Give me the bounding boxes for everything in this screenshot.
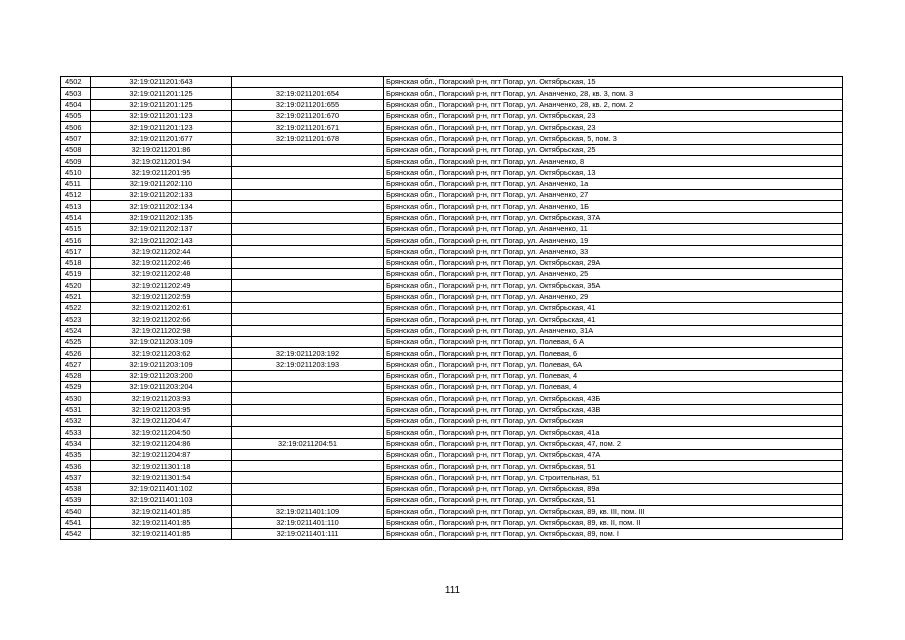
row-number-cell: 4525 xyxy=(61,336,91,347)
object-number-cell xyxy=(232,257,384,268)
cadastral-number-cell: 32:19:0211202:143 xyxy=(91,235,232,246)
table-row xyxy=(61,314,843,325)
address-cell: Брянская обл., Погарский р-н, пгт Погар, ул. Октябрьская, 15 xyxy=(384,77,843,88)
object-number-cell xyxy=(232,461,384,472)
address-cell: Брянская обл., Погарский р-н, пгт Погар, ул. Ананченко, 28, кв. 3, пом. 3 xyxy=(384,88,843,99)
address-cell: Брянская обл., Погарский р-н, пгт Погар, ул. Октябрьская, 23 xyxy=(384,110,843,121)
page-number: 111 xyxy=(444,585,461,596)
object-number-cell: 32:19:0211401:111 xyxy=(232,528,384,539)
row-number-cell: 4538 xyxy=(61,483,91,494)
table-row xyxy=(61,110,843,121)
object-number-cell xyxy=(232,280,384,291)
row-number-cell: 4504 xyxy=(61,99,91,110)
address-cell: Брянская обл., Погарский р-н, пгт Погар, ул. Октябрьская, 29А xyxy=(384,257,843,268)
row-number-cell: 4530 xyxy=(61,393,91,404)
address-cell: Брянская обл., Погарский р-н, пгт Погар, ул. Полевая, 6 xyxy=(384,348,843,359)
row-number-cell: 4502 xyxy=(61,77,91,88)
address-cell: Брянская обл., Погарский р-н, пгт Погар, ул. Октябрьская, 51 xyxy=(384,494,843,505)
table-row xyxy=(61,133,843,144)
row-number-cell: 4535 xyxy=(61,449,91,460)
row-number-cell: 4524 xyxy=(61,325,91,336)
object-number-cell xyxy=(232,415,384,426)
object-number-cell xyxy=(232,156,384,167)
address-cell: Брянская обл., Погарский р-н, пгт Погар, ул. Полевая, 6А xyxy=(384,359,843,370)
cadastral-number-cell: 32:19:0211203:93 xyxy=(91,393,232,404)
cadastral-number-cell: 32:19:0211202:137 xyxy=(91,223,232,234)
object-number-cell xyxy=(232,291,384,302)
address-cell: Брянская обл., Погарский р-н, пгт Погар, ул. Октябрьская, 13 xyxy=(384,167,843,178)
address-cell: Брянская обл., Погарский р-н, пгт Погар, ул. Ананченко, 27 xyxy=(384,189,843,200)
object-number-cell: 32:19:0211203:193 xyxy=(232,359,384,370)
object-number-cell: 32:19:0211201:671 xyxy=(232,122,384,133)
row-number-cell: 4508 xyxy=(61,144,91,155)
table-row xyxy=(61,223,843,234)
cadastral-number-cell: 32:19:0211401:103 xyxy=(91,494,232,505)
object-number-cell xyxy=(232,472,384,483)
address-cell: Брянская обл., Погарский р-н, пгт Погар, ул. Ананченко, 1Б xyxy=(384,201,843,212)
row-number-cell: 4542 xyxy=(61,528,91,539)
address-cell: Брянская обл., Погарский р-н, пгт Погар, ул. Октябрьская, 51 xyxy=(384,461,843,472)
address-cell: Брянская обл., Погарский р-н, пгт Погар, ул. Ананченко, 33 xyxy=(384,246,843,257)
cadastral-number-cell: 32:19:0211401:85 xyxy=(91,517,232,528)
row-number-cell: 4529 xyxy=(61,382,91,393)
table-row xyxy=(61,483,843,494)
table-row xyxy=(61,449,843,460)
row-number-cell: 4531 xyxy=(61,404,91,415)
address-cell: Брянская обл., Погарский р-н, пгт Погар, ул. Октябрьская, 43Б xyxy=(384,393,843,404)
table-row xyxy=(61,415,843,426)
cadastral-number-cell: 32:19:0211201:95 xyxy=(91,167,232,178)
table-row xyxy=(61,269,843,280)
object-number-cell xyxy=(232,449,384,460)
address-cell: Брянская обл., Погарский р-н, пгт Погар, ул. Октябрьская, 89а xyxy=(384,483,843,494)
row-number-cell: 4541 xyxy=(61,517,91,528)
row-number-cell: 4514 xyxy=(61,212,91,223)
table-row xyxy=(61,302,843,313)
object-number-cell xyxy=(232,404,384,415)
table-row xyxy=(61,494,843,505)
table-row xyxy=(61,77,843,88)
table-row xyxy=(61,438,843,449)
cadastral-number-cell: 32:19:0211202:48 xyxy=(91,269,232,280)
address-cell: Брянская обл., Погарский р-н, пгт Погар, ул. Октябрьская, 35А xyxy=(384,280,843,291)
row-number-cell: 4526 xyxy=(61,348,91,359)
object-number-cell xyxy=(232,167,384,178)
object-number-cell xyxy=(232,77,384,88)
row-number-cell: 4537 xyxy=(61,472,91,483)
row-number-cell: 4527 xyxy=(61,359,91,370)
cadastral-number-cell: 32:19:0211202:61 xyxy=(91,302,232,313)
cadastral-number-cell: 32:19:0211204:47 xyxy=(91,415,232,426)
row-number-cell: 4533 xyxy=(61,427,91,438)
cadastral-number-cell: 32:19:0211202:98 xyxy=(91,325,232,336)
cadastral-number-cell: 32:19:0211202:133 xyxy=(91,189,232,200)
table-row xyxy=(61,506,843,517)
cadastral-number-cell: 32:19:0211401:102 xyxy=(91,483,232,494)
object-number-cell xyxy=(232,144,384,155)
object-number-cell xyxy=(232,246,384,257)
address-cell: Брянская обл., Погарский р-н, пгт Погар, ул. Октябрьская, 47А xyxy=(384,449,843,460)
table-row xyxy=(61,291,843,302)
object-number-cell: 32:19:0211204:51 xyxy=(232,438,384,449)
cadastral-number-cell: 32:19:0211203:204 xyxy=(91,382,232,393)
row-number-cell: 4523 xyxy=(61,314,91,325)
address-cell: Брянская обл., Погарский р-н, пгт Погар, ул. Октябрьская, 25 xyxy=(384,144,843,155)
row-number-cell: 4540 xyxy=(61,506,91,517)
row-number-cell: 4519 xyxy=(61,269,91,280)
address-cell: Брянская обл., Погарский р-н, пгт Погар, ул. Октябрьская, 5, пом. 3 xyxy=(384,133,843,144)
cadastral-number-cell: 32:19:0211401:85 xyxy=(91,528,232,539)
table-row xyxy=(61,336,843,347)
row-number-cell: 4509 xyxy=(61,156,91,167)
object-number-cell: 32:19:0211203:192 xyxy=(232,348,384,359)
table-row xyxy=(61,201,843,212)
row-number-cell: 4513 xyxy=(61,201,91,212)
object-number-cell: 32:19:0211201:655 xyxy=(232,99,384,110)
object-number-cell: 32:19:0211401:110 xyxy=(232,517,384,528)
cadastral-number-cell: 32:19:0211203:95 xyxy=(91,404,232,415)
row-number-cell: 4534 xyxy=(61,438,91,449)
row-number-cell: 4536 xyxy=(61,461,91,472)
object-number-cell xyxy=(232,427,384,438)
cadastral-number-cell: 32:19:0211203:109 xyxy=(91,336,232,347)
cadastral-number-cell: 32:19:0211203:200 xyxy=(91,370,232,381)
cadastral-number-cell: 32:19:0211201:123 xyxy=(91,110,232,121)
object-number-cell xyxy=(232,370,384,381)
cadastral-number-cell: 32:19:0211201:125 xyxy=(91,99,232,110)
object-number-cell: 32:19:0211201:670 xyxy=(232,110,384,121)
cadastral-number-cell: 32:19:0211201:677 xyxy=(91,133,232,144)
row-number-cell: 4517 xyxy=(61,246,91,257)
address-cell: Брянская обл., Погарский р-н, пгт Погар, ул. Ананченко, 19 xyxy=(384,235,843,246)
table-row xyxy=(61,404,843,415)
address-cell: Брянская обл., Погарский р-н, пгт Погар, ул. Октябрьская, 41 xyxy=(384,314,843,325)
address-cell: Брянская обл., Погарский р-н, пгт Погар, ул. Ананченко, 8 xyxy=(384,156,843,167)
cadastral-number-cell: 32:19:0211204:86 xyxy=(91,438,232,449)
cadastral-number-cell: 32:19:0211201:123 xyxy=(91,122,232,133)
table-row xyxy=(61,517,843,528)
address-cell: Брянская обл., Погарский р-н, пгт Погар, ул. Ананченко, 31А xyxy=(384,325,843,336)
object-number-cell xyxy=(232,212,384,223)
cadastral-number-cell: 32:19:0211203:109 xyxy=(91,359,232,370)
table-row xyxy=(61,246,843,257)
row-number-cell: 4521 xyxy=(61,291,91,302)
table-row xyxy=(61,370,843,381)
object-number-cell: 32:19:0211201:678 xyxy=(232,133,384,144)
table-row xyxy=(61,359,843,370)
cadastral-number-cell: 32:19:0211202:49 xyxy=(91,280,232,291)
table-row xyxy=(61,348,843,359)
cadastral-number-cell: 32:19:0211202:46 xyxy=(91,257,232,268)
object-number-cell xyxy=(232,201,384,212)
table-row xyxy=(61,382,843,393)
address-cell: Брянская обл., Погарский р-н, пгт Погар, ул. Октябрьская, 89, кв. III, пом. III xyxy=(384,506,843,517)
table-row xyxy=(61,156,843,167)
address-cell: Брянская обл., Погарский р-н, пгт Погар, ул. Октябрьская, 89, кв. II, пом. II xyxy=(384,517,843,528)
address-cell: Брянская обл., Погарский р-н, пгт Погар, ул. Ананченко, 1а xyxy=(384,178,843,189)
cadastral-number-cell: 32:19:0211204:87 xyxy=(91,449,232,460)
table-body xyxy=(61,77,843,540)
object-number-cell xyxy=(232,314,384,325)
cadastral-number-cell: 32:19:0211201:643 xyxy=(91,77,232,88)
address-cell: Брянская обл., Погарский р-н, пгт Погар, ул. Строительная, 51 xyxy=(384,472,843,483)
row-number-cell: 4532 xyxy=(61,415,91,426)
cadastral-number-cell: 32:19:0211201:94 xyxy=(91,156,232,167)
object-number-cell xyxy=(232,223,384,234)
cadastral-table xyxy=(60,76,843,540)
address-cell: Брянская обл., Погарский р-н, пгт Погар, ул. Полевая, 6 А xyxy=(384,336,843,347)
table-row xyxy=(61,144,843,155)
row-number-cell: 4505 xyxy=(61,110,91,121)
row-number-cell: 4511 xyxy=(61,178,91,189)
cadastral-number-cell: 32:19:0211202:66 xyxy=(91,314,232,325)
object-number-cell xyxy=(232,178,384,189)
table-row xyxy=(61,122,843,133)
cadastral-number-cell: 32:19:0211202:59 xyxy=(91,291,232,302)
object-number-cell xyxy=(232,269,384,280)
address-cell: Брянская обл., Погарский р-н, пгт Погар, ул. Октябрьская, 37А xyxy=(384,212,843,223)
cadastral-number-cell: 32:19:0211301:18 xyxy=(91,461,232,472)
object-number-cell xyxy=(232,483,384,494)
address-cell: Брянская обл., Погарский р-н, пгт Погар, ул. Октябрьская, 47, пом. 2 xyxy=(384,438,843,449)
object-number-cell xyxy=(232,325,384,336)
address-cell: Брянская обл., Погарский р-н, пгт Погар, ул. Октябрьская xyxy=(384,415,843,426)
row-number-cell: 4516 xyxy=(61,235,91,246)
row-number-cell: 4518 xyxy=(61,257,91,268)
table-row xyxy=(61,189,843,200)
cadastral-number-cell: 32:19:0211301:54 xyxy=(91,472,232,483)
object-number-cell xyxy=(232,336,384,347)
address-cell: Брянская обл., Погарский р-н, пгт Погар, ул. Полевая, 4 xyxy=(384,370,843,381)
cadastral-number-cell: 32:19:0211202:44 xyxy=(91,246,232,257)
row-number-cell: 4522 xyxy=(61,302,91,313)
address-cell: Брянская обл., Погарский р-н, пгт Погар, ул. Октябрьская, 89, пом. I xyxy=(384,528,843,539)
table-row xyxy=(61,99,843,110)
cadastral-number-cell: 32:19:0211201:86 xyxy=(91,144,232,155)
object-number-cell: 32:19:0211401:109 xyxy=(232,506,384,517)
row-number-cell: 4528 xyxy=(61,370,91,381)
table-row xyxy=(61,472,843,483)
cadastral-number-cell: 32:19:0211202:110 xyxy=(91,178,232,189)
row-number-cell: 4539 xyxy=(61,494,91,505)
cadastral-number-cell: 32:19:0211203:62 xyxy=(91,348,232,359)
table-row xyxy=(61,88,843,99)
address-cell: Брянская обл., Погарский р-н, пгт Погар, ул. Октябрьская, 43В xyxy=(384,404,843,415)
object-number-cell xyxy=(232,235,384,246)
address-cell: Брянская обл., Погарский р-н, пгт Погар, ул. Октябрьская, 23 xyxy=(384,122,843,133)
address-cell: Брянская обл., Погарский р-н, пгт Погар, ул. Ананченко, 29 xyxy=(384,291,843,302)
object-number-cell xyxy=(232,494,384,505)
row-number-cell: 4520 xyxy=(61,280,91,291)
table-row xyxy=(61,528,843,539)
row-number-cell: 4512 xyxy=(61,189,91,200)
cadastral-number-cell: 32:19:0211401:85 xyxy=(91,506,232,517)
address-cell: Брянская обл., Погарский р-н, пгт Погар, ул. Октябрьская, 41а xyxy=(384,427,843,438)
cadastral-number-cell: 32:19:0211202:135 xyxy=(91,212,232,223)
table-row xyxy=(61,167,843,178)
table-row xyxy=(61,257,843,268)
cadastral-number-cell: 32:19:0211204:50 xyxy=(91,427,232,438)
address-cell: Брянская обл., Погарский р-н, пгт Погар, ул. Полевая, 4 xyxy=(384,382,843,393)
address-cell: Брянская обл., Погарский р-н, пгт Погар, ул. Ананченко, 28, кв. 2, пом. 2 xyxy=(384,99,843,110)
address-cell: Брянская обл., Погарский р-н, пгт Погар, ул. Ананченко, 11 xyxy=(384,223,843,234)
table-row xyxy=(61,325,843,336)
table-row xyxy=(61,280,843,291)
table-row xyxy=(61,393,843,404)
table-row xyxy=(61,212,843,223)
cadastral-number-cell: 32:19:0211201:125 xyxy=(91,88,232,99)
table-row xyxy=(61,235,843,246)
row-number-cell: 4515 xyxy=(61,223,91,234)
table-row xyxy=(61,427,843,438)
cadastral-number-cell: 32:19:0211202:134 xyxy=(91,201,232,212)
object-number-cell xyxy=(232,189,384,200)
object-number-cell xyxy=(232,393,384,404)
table-row xyxy=(61,178,843,189)
object-number-cell xyxy=(232,302,384,313)
row-number-cell: 4506 xyxy=(61,122,91,133)
object-number-cell: 32:19:0211201:654 xyxy=(232,88,384,99)
address-cell: Брянская обл., Погарский р-н, пгт Погар, ул. Октябрьская, 41 xyxy=(384,302,843,313)
row-number-cell: 4503 xyxy=(61,88,91,99)
row-number-cell: 4507 xyxy=(61,133,91,144)
object-number-cell xyxy=(232,382,384,393)
address-cell: Брянская обл., Погарский р-н, пгт Погар, ул. Ананченко, 25 xyxy=(384,269,843,280)
table-row xyxy=(61,461,843,472)
row-number-cell: 4510 xyxy=(61,167,91,178)
